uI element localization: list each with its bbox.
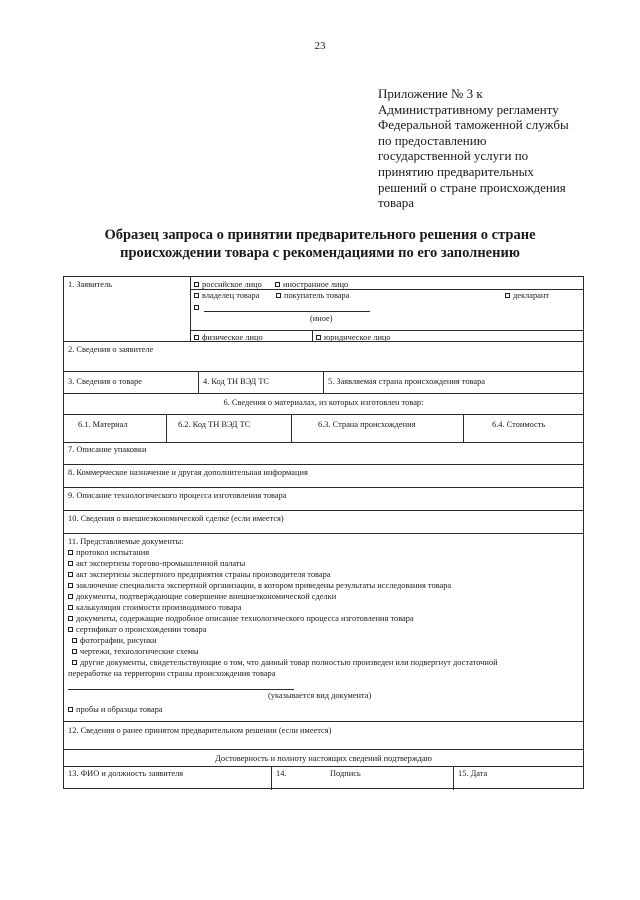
s6-col-code: 6.2. Код ТН ВЭД ТС xyxy=(178,420,251,429)
col-divider xyxy=(453,766,454,790)
appendix-line: Административному регламенту xyxy=(378,101,559,117)
s4-label: 4. Код ТН ВЭД ТС xyxy=(203,377,270,386)
s3-label: 3. Сведения о товаре xyxy=(68,377,142,386)
page-number: 23 xyxy=(314,40,326,52)
checkbox[interactable] xyxy=(72,638,77,643)
document-option[interactable]: другие документы, свидетельствующие о том, что данный товар полностью произведен или подвергнут достаточной xyxy=(72,657,498,668)
s7-label: 7. Описание упаковки xyxy=(68,445,147,454)
appendix-line: Федеральной таможенной службы xyxy=(378,117,569,133)
document-option[interactable]: калькуляция стоимости производимого товара xyxy=(68,602,241,613)
s15-label: 15. Дата xyxy=(458,769,488,778)
checkbox[interactable] xyxy=(505,293,510,298)
s1-inner-line xyxy=(190,330,583,331)
appendix-line: товара xyxy=(378,195,415,211)
s1-other-note: (иное) xyxy=(310,314,333,323)
document-option[interactable]: сертификат о происхождении товара xyxy=(68,624,206,635)
s6-col-material: 6.1. Материал xyxy=(78,420,128,429)
checkbox[interactable] xyxy=(194,282,199,287)
s2-label: 2. Сведения о заявителе xyxy=(68,345,154,354)
document-option[interactable]: фотографии, рисунки xyxy=(72,635,157,646)
col-divider xyxy=(291,414,292,442)
form-title-line2: происхождении товара с рекомендациями по его заполнению xyxy=(120,245,520,261)
row-divider xyxy=(64,464,583,465)
s1-russian-option[interactable]: российское лицо xyxy=(194,279,262,290)
checkbox[interactable] xyxy=(68,561,73,566)
document-option[interactable]: заключение специалиста экспертной организации, в котором приведены результаты исследования товара xyxy=(68,580,451,591)
checkbox[interactable] xyxy=(72,660,77,665)
s1-declarant-option[interactable]: декларант xyxy=(505,290,549,301)
appendix-header xyxy=(378,86,618,211)
checkbox[interactable] xyxy=(68,583,73,588)
col-divider xyxy=(166,414,167,442)
appendix-line: решений о стране происхождения xyxy=(378,179,566,195)
row-divider xyxy=(64,487,583,488)
s1-other-option[interactable] xyxy=(194,302,202,313)
form-title-line1: Образец запроса о принятии предварительного решения о стране xyxy=(104,227,536,243)
document-option[interactable]: документы, содержащие подробное описание технологического процесса изготовления товара xyxy=(68,613,414,624)
checkbox[interactable] xyxy=(68,707,73,712)
col-divider xyxy=(198,371,199,393)
s6-col-country: 6.3. Страна происхождения xyxy=(318,420,416,429)
appendix-line: по предоставлению xyxy=(378,132,487,148)
document-option[interactable]: документы, подтверждающие совершение внешнеэкономической сделки xyxy=(68,591,336,602)
s14-label: 14. xyxy=(276,769,287,778)
s13-label: 13. ФИО и должность заявителя xyxy=(68,769,184,778)
checkbox[interactable] xyxy=(194,293,199,298)
s6-col-cost: 6.4. Стоимость xyxy=(492,420,546,429)
appendix-line: государственной услуги по xyxy=(378,148,529,164)
checkbox[interactable] xyxy=(194,305,199,310)
appendix-line: Приложение № 3 к xyxy=(378,86,483,101)
col-divider xyxy=(323,371,324,393)
s1-other-line xyxy=(204,311,370,312)
row-divider xyxy=(64,766,583,767)
request-form xyxy=(63,276,584,789)
s14-signature-label: Подпись xyxy=(330,769,361,778)
checkbox[interactable] xyxy=(72,649,77,654)
s1-individual-option[interactable]: физическое лицо xyxy=(194,332,263,343)
s1-owner-option[interactable]: владелец товара xyxy=(194,290,259,301)
s8-label: 8. Коммерческое назначение и другая дополнительная информация xyxy=(68,468,308,477)
checkbox[interactable] xyxy=(68,572,73,577)
form-title xyxy=(60,226,580,262)
col-divider xyxy=(190,277,191,341)
s1-label: 1. Заявитель xyxy=(68,280,112,289)
s1-foreign-option[interactable]: иностранное лицо xyxy=(275,279,348,290)
row-divider xyxy=(64,442,583,443)
checkbox[interactable] xyxy=(68,594,73,599)
row-divider xyxy=(64,393,583,394)
document-option[interactable]: чертежи, технологические схемы xyxy=(72,646,199,657)
row-divider xyxy=(64,510,583,511)
s11-doc-type-line xyxy=(68,689,294,690)
checkbox[interactable] xyxy=(316,335,321,340)
col-divider xyxy=(271,766,272,790)
s9-label: 9. Описание технологического процесса изготовления товара xyxy=(68,491,287,500)
s11-samples-option[interactable]: пробы и образцы товара xyxy=(68,704,162,715)
document-option[interactable]: протокол испытания xyxy=(68,547,149,558)
s6-header: 6. Сведения о материалах, из которых изготовлен товар: xyxy=(223,398,424,407)
s12-label: 12. Сведения о ранее принятом предварительном решении (если имеется) xyxy=(68,726,332,735)
checkbox[interactable] xyxy=(275,282,280,287)
col-divider xyxy=(312,330,313,341)
row-divider xyxy=(64,414,583,415)
checkbox[interactable] xyxy=(68,605,73,610)
s11-doc-type-note: (указывается вид документа) xyxy=(268,691,372,700)
confirmation-text: Достоверность и полноту настоящих сведений подтверждаю xyxy=(215,754,432,763)
s5-label: 5. Заявляемая страна происхождения товара xyxy=(328,377,485,386)
col-divider xyxy=(463,414,464,442)
s1-legal-option[interactable]: юридическое лицо xyxy=(316,332,391,343)
checkbox[interactable] xyxy=(68,616,73,621)
row-divider xyxy=(64,749,583,750)
s10-label: 10. Сведения о внешнеэкономической сделке (если имеется) xyxy=(68,514,284,523)
s11-header: 11. Представляемые документы: xyxy=(68,537,184,546)
appendix-line: принятию предварительных xyxy=(378,163,534,179)
row-divider xyxy=(64,721,583,722)
row-divider xyxy=(64,533,583,534)
checkbox[interactable] xyxy=(194,335,199,340)
checkbox[interactable] xyxy=(276,293,281,298)
document-option[interactable]: акт экспертизы экспертного предприятия страны производителя товара xyxy=(68,569,331,580)
s1-buyer-option[interactable]: покупатель товара xyxy=(276,290,349,301)
document-option-continuation: переработке на территории страны происхождения товара xyxy=(68,669,276,678)
document-option[interactable]: акт экспертизы торгово-промышленной палаты xyxy=(68,558,245,569)
checkbox[interactable] xyxy=(68,627,73,632)
checkbox[interactable] xyxy=(68,550,73,555)
